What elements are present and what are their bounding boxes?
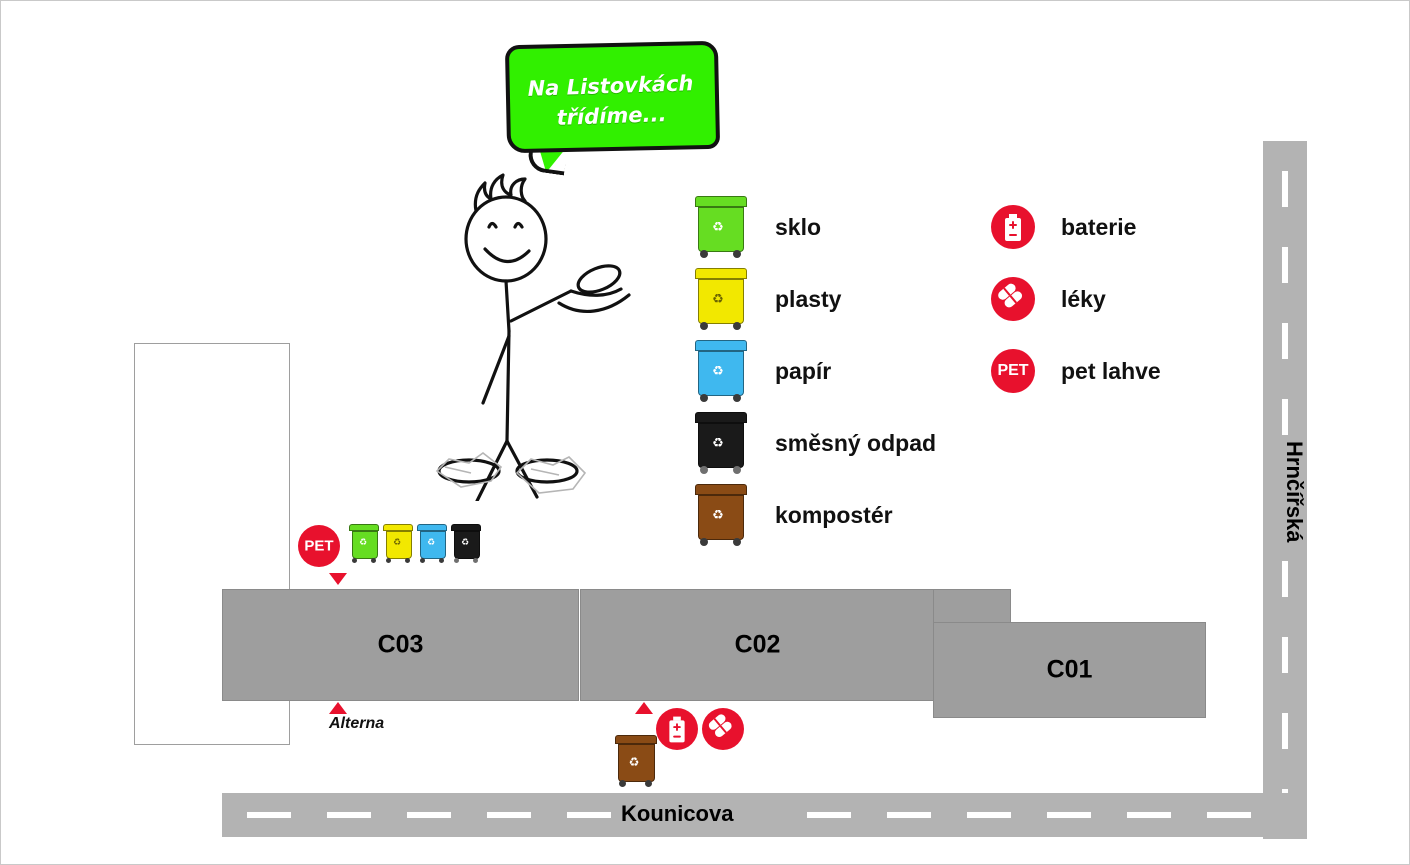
road-dash [1282,637,1288,673]
bin-icon: ♻ [383,524,413,564]
speech-bubble [505,41,720,153]
road-dash [1282,171,1288,207]
road-dash [887,812,931,818]
legend-item-pet-lahve [991,335,1161,407]
legend-label: kompostér [775,501,893,528]
medicine-icon [991,277,1035,321]
legend-label: pet lahve [1061,357,1161,384]
building-label: C02 [734,630,781,659]
map-medicine-point [702,708,744,755]
building-c03 [222,589,579,701]
legend-item-leky [991,263,1161,335]
street-label-hrncirska: Hrnčířská [1282,441,1307,543]
entrance-marker-icon [329,702,347,714]
road-dash [1282,399,1288,435]
bin-icon: ♻ [695,412,747,474]
pet-icon [991,349,1035,393]
map-battery-point [656,708,698,755]
map-pet-point [298,525,340,572]
legend-label: léky [1061,285,1106,312]
road-dash [247,812,291,818]
street-label-kounicova: Kounicova [621,801,734,826]
road-dash [1207,812,1251,818]
road-dash [1282,713,1288,749]
stick-figure-illustration [421,171,661,501]
annotation-alterna: Alterna [329,715,385,732]
road-dash [487,812,531,818]
road-dash [327,812,371,818]
road-dash [1127,812,1171,818]
legend-label: směsný odpad [775,429,937,456]
road-dash [1047,812,1091,818]
bin-icon: ♻ [349,524,379,564]
battery-icon [656,708,698,750]
road-dash [807,812,851,818]
building-c02 [580,589,935,701]
entrance-marker-icon [329,573,347,585]
bin-icon: ♻ [695,268,747,330]
legend-item-plasty [695,263,936,335]
building-c02-ext [933,589,1011,623]
legend-item-baterie [991,191,1161,263]
legend-item-komposter [695,479,936,551]
road-dash [1282,323,1288,359]
road-dash [1282,561,1288,597]
legend-label: baterie [1061,213,1137,240]
bin-icon: ♻ [695,196,747,258]
legend-item-papir [695,335,936,407]
legend-item-smesny-odpad [695,407,936,479]
speech-bubble-text: Na Listovkách třídíme... [527,71,694,130]
bin-icon: ♻ [615,735,657,787]
pet-icon-text: PET [997,362,1029,379]
bin-icon: ♻ [451,524,481,564]
building-label: C01 [1046,655,1093,684]
medicine-icon [702,708,744,750]
pet-icon-text: PET [304,537,334,555]
bin-icon: ♻ [417,524,447,564]
bin-icon: ♻ [695,340,747,402]
building-label: C03 [377,630,424,659]
road-dash [567,812,611,818]
map-composter [615,735,657,792]
pet-icon [298,525,340,567]
legend-item-sklo [695,191,936,263]
road-dash [407,812,451,818]
road-dash [967,812,1011,818]
bin-icon: ♻ [695,484,747,546]
road-dash [1282,247,1288,283]
legend-label: plasty [775,285,842,312]
legend-label: sklo [775,213,822,240]
building-c01 [933,622,1206,718]
battery-icon [991,205,1035,249]
legend-label: papír [775,357,832,384]
legend-specials [991,191,1161,407]
entrance-marker-icon [635,702,653,714]
legend-bins [695,191,936,551]
